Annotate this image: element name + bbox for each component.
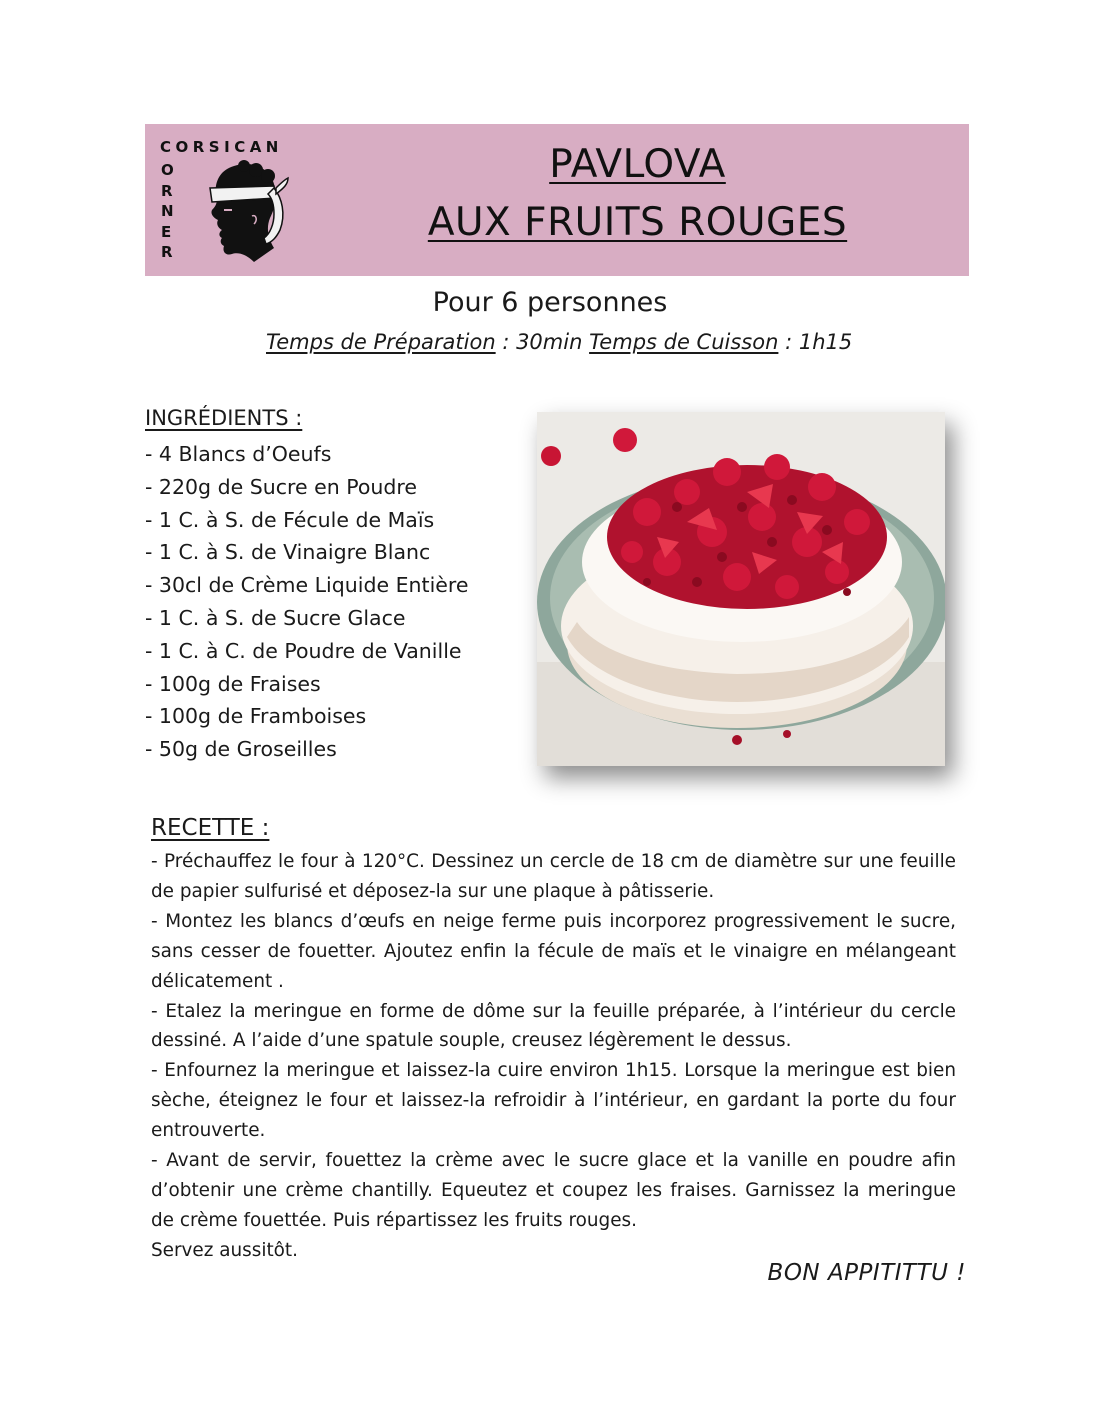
prep-time-label: Temps de Préparation: [266, 330, 496, 354]
logo-letter: R: [161, 181, 173, 200]
ingredient-item: - 100g de Fraises: [145, 671, 321, 696]
header-band: [145, 124, 969, 276]
cook-time-value: : 1h15: [778, 330, 853, 354]
ingredient-item: - 1 C. à S. de Vinaigre Blanc: [145, 540, 431, 565]
time-info: [266, 330, 852, 354]
recipe-step: Servez aussitôt.: [151, 1239, 298, 1261]
ingredient-item: - 4 Blancs d’Oeufs: [145, 442, 332, 466]
recipe-step: - Montez les blancs d’œufs en neige ferme puis incorporez progressivement le sucre, sans cesser de fouetter. Ajoutez enfin la fécule de maïs et le vinaigre en mélangeant délicatement .: [151, 910, 956, 992]
servings: Pour 6 personnes: [432, 287, 668, 318]
closing-greeting: BON APPITITTU !: [767, 1260, 966, 1286]
recipe-title: [380, 136, 895, 252]
ingredient-item: - 30cl de Crème Liquide Entière: [145, 573, 469, 598]
ingredient-item: - 1 C. à C. de Poudre de Vanille: [145, 638, 462, 663]
logo-brand-top: CORSICAN: [160, 138, 283, 156]
logo-letter: R: [161, 243, 173, 261]
corsican-corner-logo: [160, 138, 305, 264]
ingredients-list: [145, 438, 468, 766]
title-line-2: AUX FRUITS ROUGES: [427, 200, 848, 245]
cook-time-label: Temps de Cuisson: [589, 330, 779, 354]
ingredients-heading: INGRÉDIENTS :: [145, 406, 303, 430]
recipe-steps: [151, 847, 956, 1266]
ingredient-item: - 100g de Framboises: [145, 704, 367, 729]
recipe-heading: RECETTE :: [151, 815, 270, 841]
ingredient-item: - 220g de Sucre en Poudre: [145, 474, 417, 499]
recipe-step: - Enfournez la meringue et laissez-la cuire environ 1h15. Lorsque la meringue est bien sèche, éteignez le four et laissez-la refroidir à l’intérieur, en gardant la porte du four entrouverte.: [151, 1060, 956, 1142]
pavlova-photo-icon: [537, 412, 945, 766]
logo-letter: O: [161, 161, 174, 179]
recipe-step: - Préchauffez le four à 120°C. Dessinez un cercle de 18 cm de diamètre sur une feuille de papier sulfurisé et déposez-la sur une plaque à pâtisserie.: [151, 851, 956, 902]
title-line-1: PAVLOVA: [549, 142, 726, 187]
recipe-step: - Avant de servir, fouettez la crème avec le sucre glace et la vanille en poudre afin d’obtenir une crème chantilly. Equeutez et coupez les fraises. Garnissez la meringue de crème fouettée. Puis répartissez les fruits rouges.: [151, 1150, 956, 1231]
recipe-step: - Etalez la meringue en forme de dôme sur la feuille préparée, à l’intérieur du cercle dessiné. A l’aide d’une spatule souple, creusez légèrement le dessus.: [151, 1000, 956, 1052]
ingredient-item: - 1 C. à S. de Fécule de Maïs: [145, 507, 435, 532]
prep-time-value: : 30min: [495, 330, 590, 354]
ingredient-item: - 1 C. à S. de Sucre Glace: [145, 605, 406, 630]
moor-head-icon: [194, 158, 290, 264]
logo-brand-side: [161, 160, 177, 263]
logo-letter: E: [161, 222, 172, 241]
ingredient-item: - 50g de Groseilles: [145, 737, 337, 762]
pavlova-photo: [537, 412, 945, 766]
logo-letter: N: [161, 202, 174, 220]
